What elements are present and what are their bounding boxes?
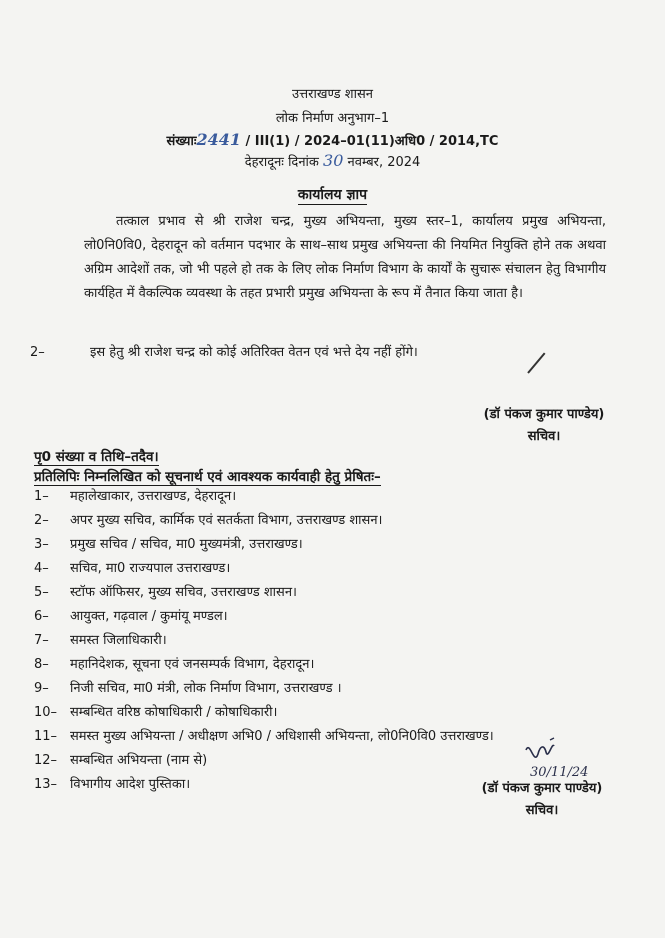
list-item-text: आयुक्त, गढ़वाल / कुमांयू मण्डल। bbox=[70, 609, 228, 624]
signature-block-1 bbox=[458, 404, 630, 448]
government-name: उत्तराखण्ड शासन bbox=[292, 87, 373, 102]
signature-block-2 bbox=[452, 778, 632, 822]
list-item-text: सम्बन्धित वरिष्ठ कोषाधिकारी / कोषाधिकारी। bbox=[70, 705, 278, 720]
memo-title bbox=[0, 185, 665, 204]
paragraph-2 bbox=[30, 342, 418, 360]
order-number-prefix: संख्याः bbox=[166, 134, 197, 149]
list-item bbox=[34, 607, 494, 631]
list-item bbox=[34, 751, 494, 775]
copy-heading bbox=[34, 467, 381, 485]
list-item-text: सचिव, मा0 राज्यपाल उत्तराखण्ड। bbox=[70, 561, 231, 576]
list-item-text: निजी सचिव, मा0 मंत्री, लोक निर्माण विभाग, उत्तराखण्ड । bbox=[70, 681, 342, 696]
order-date-prefix: देहरादूनः दिनांक bbox=[244, 155, 324, 170]
list-item-number: 11– bbox=[34, 729, 58, 744]
recipient-list bbox=[34, 487, 494, 799]
list-item bbox=[34, 511, 494, 535]
list-item bbox=[34, 487, 494, 511]
department-name: लोक निर्माण अनुभाग–1 bbox=[275, 111, 390, 126]
order-date bbox=[0, 151, 665, 170]
order-date-handwritten: 30 bbox=[323, 151, 344, 170]
list-item-number: 8– bbox=[34, 657, 49, 672]
paragraph-2-number: 2– bbox=[30, 345, 45, 360]
list-item bbox=[34, 631, 494, 655]
list-item-text: समस्त मुख्य अभियन्ता / अधीक्षण अभि0 / अधिशासी अभियन्ता, लो0नि0वि0 उत्तराखण्ड। bbox=[70, 729, 494, 744]
list-item bbox=[34, 583, 494, 607]
list-item bbox=[34, 535, 494, 559]
list-item-number: 2– bbox=[34, 513, 49, 528]
list-item-text: समस्त जिलाधिकारी। bbox=[70, 633, 167, 648]
memo-title-text: कार्यालय ज्ञाप bbox=[297, 187, 368, 203]
signatory-name: (डॉ पंकज कुमार पाण्डेय) bbox=[483, 407, 605, 422]
list-item-text: सम्बन्धित अभियन्ता (नाम से) bbox=[70, 753, 208, 768]
list-item-text: अपर मुख्य सचिव, कार्मिक एवं सतर्कता विभाग, उत्तराखण्ड शासन। bbox=[70, 513, 383, 528]
list-item-number: 10– bbox=[34, 705, 58, 720]
paragraph-2-text: इस हेतु श्री राजेश चन्द्र को कोई अतिरिक्त वेतन एवं भत्ते देय नहीं होंगे। bbox=[90, 345, 418, 360]
copy-heading-text: प्रतिलिपिः निम्नलिखित को सूचनार्थ एवं आवश्यक कार्यवाही हेतु प्रेषितः– bbox=[34, 469, 381, 485]
order-number bbox=[0, 130, 665, 149]
reference-line bbox=[34, 447, 159, 465]
order-number-suffix: / III(1) / 2024–01(11)अधि0 / 2014,TC bbox=[241, 134, 499, 149]
order-number-handwritten: 2441 bbox=[196, 130, 241, 149]
list-item bbox=[34, 727, 494, 751]
list-item bbox=[34, 703, 494, 727]
list-item bbox=[34, 655, 494, 679]
list-item-number: 13– bbox=[34, 777, 58, 792]
list-item-text: महानिदेशक, सूचना एवं जनसम्पर्क विभाग, देहरादून। bbox=[70, 657, 315, 672]
list-item-text: विभागीय आदेश पुस्तिका। bbox=[70, 777, 191, 792]
initials-date: 30/11/24 bbox=[530, 765, 589, 780]
paragraph-1: तत्काल प्रभाव से श्री राजेश चन्द्र, मुख्य अभियन्ता, मुख्य स्तर–1, कार्यालय प्रमुख अभियन्ता, लो0नि0वि0, देहरादून को वर्तमान पदभार के साथ–साथ प्रमुख अभियन्ता की नियमित नियुक्ति होने तक अथवा अग्रिम आदेशों तक, जो भी पहले हो तक के लिए लोक निर्माण विभाग के कार्यों के सुचारू संचालन हेतु विभागीय कार्यहित में वैकल्पिक व्यवस्था के तहत प्रभारी प्रमुख अभियन्ता के रूप में तैनात किया जाता है। bbox=[84, 214, 606, 301]
list-item bbox=[34, 775, 494, 799]
signatory-title: सचिव। bbox=[527, 429, 561, 444]
list-item-number: 1– bbox=[34, 489, 49, 504]
signatory-title-2: सचिव। bbox=[525, 803, 559, 818]
list-item-text: महालेखाकार, उत्तराखण्ड, देहरादून। bbox=[70, 489, 237, 504]
list-item-number: 12– bbox=[34, 753, 58, 768]
order-date-suffix: नवम्बर, 2024 bbox=[343, 155, 421, 170]
list-item-text: प्रमुख सचिव / सचिव, मा0 मुख्यमंत्री, उत्तराखण्ड। bbox=[70, 537, 303, 552]
list-item bbox=[34, 559, 494, 583]
signatory-name-2: (डॉ पंकज कुमार पाण्डेय) bbox=[481, 781, 603, 796]
list-item-number: 4– bbox=[34, 561, 49, 576]
list-item-number: 6– bbox=[34, 609, 49, 624]
handwritten-initials bbox=[520, 736, 616, 782]
list-item-number: 9– bbox=[34, 681, 49, 696]
list-item-number: 7– bbox=[34, 633, 49, 648]
signature-stroke bbox=[527, 352, 545, 373]
list-item-number: 5– bbox=[34, 585, 49, 600]
reference-text: पृ0 संख्या व तिथि–तदैव। bbox=[34, 449, 159, 465]
list-item-text: स्टॉफ ऑफिसर, मुख्य सचिव, उत्तराखण्ड शासन। bbox=[70, 585, 297, 600]
list-item bbox=[34, 679, 494, 703]
list-item-number: 3– bbox=[34, 537, 49, 552]
